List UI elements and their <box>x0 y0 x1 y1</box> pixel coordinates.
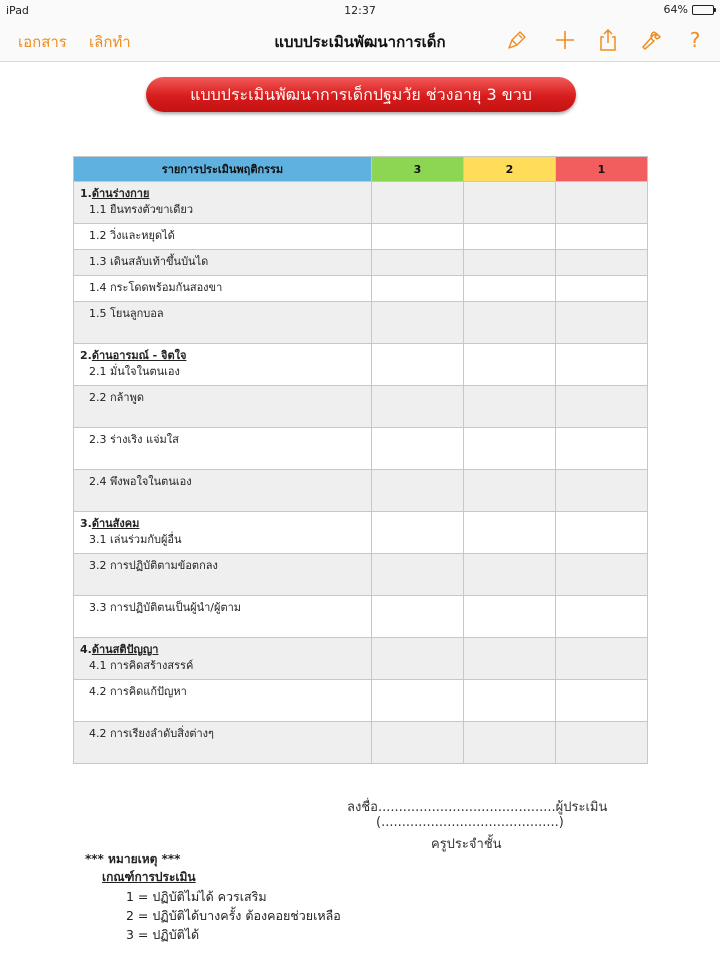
category-label: ด้านสังคม <box>91 517 140 530</box>
score-1-cell[interactable] <box>556 428 648 470</box>
share-icon[interactable] <box>595 27 621 53</box>
table-row <box>74 638 648 680</box>
table-row <box>74 344 648 386</box>
behavior-cell <box>74 638 372 680</box>
score-3-cell[interactable] <box>372 596 464 638</box>
table-row <box>74 224 648 250</box>
score-2-cell[interactable] <box>464 386 556 428</box>
device-name: iPad <box>6 4 29 17</box>
score-1-cell[interactable] <box>556 554 648 596</box>
score-2-cell[interactable] <box>464 182 556 224</box>
score-2-cell[interactable] <box>464 224 556 250</box>
behavior-cell <box>74 344 372 386</box>
behavior-item-label: 2.1 มั่นใจในตนเอง <box>89 365 180 378</box>
header-score-1: 1 <box>556 157 648 182</box>
behavior-cell <box>74 680 372 722</box>
behavior-item-label: 1.5 โยนลูกบอล <box>89 307 164 320</box>
score-1-cell[interactable] <box>556 302 648 344</box>
behavior-cell <box>74 596 372 638</box>
behavior-item-label: 1.3 เดินสลับเท้าขึ้นบันได <box>89 255 209 268</box>
documents-button[interactable]: เอกสาร <box>18 33 67 51</box>
score-2-cell[interactable] <box>464 554 556 596</box>
score-2-cell[interactable] <box>464 276 556 302</box>
score-3-cell[interactable] <box>372 638 464 680</box>
score-2-cell[interactable] <box>464 722 556 764</box>
category-number: 1. <box>80 187 92 200</box>
behavior-item-label: 4.2 การเรียงลำดับสิ่งต่างๆ <box>89 727 214 740</box>
score-1-cell[interactable] <box>556 250 648 276</box>
criteria-title: เกณฑ์การประเมิน <box>102 870 196 884</box>
score-2-cell[interactable] <box>464 470 556 512</box>
document-title: แบบประเมินพัฒนาการเด็ก <box>274 33 446 51</box>
score-3-cell[interactable] <box>372 250 464 276</box>
criteria-item: 2 = ปฏิบัติได้บางครั้ง ต้องคอยช่วยเหลือ <box>126 908 341 923</box>
table-row <box>74 680 648 722</box>
battery-percent: 64% <box>663 3 688 16</box>
score-1-cell[interactable] <box>556 638 648 680</box>
score-3-cell[interactable] <box>372 182 464 224</box>
score-1-cell[interactable] <box>556 680 648 722</box>
score-1-cell[interactable] <box>556 276 648 302</box>
header-behavior: รายการประเมินพฤติกรรม <box>74 157 372 182</box>
score-1-cell[interactable] <box>556 386 648 428</box>
behavior-cell <box>74 722 372 764</box>
category-label: ด้านอารมณ์ - จิตใจ <box>91 349 187 362</box>
score-2-cell[interactable] <box>464 638 556 680</box>
behavior-cell <box>74 250 372 276</box>
behavior-cell <box>74 224 372 250</box>
behavior-cell <box>74 386 372 428</box>
behavior-cell <box>74 470 372 512</box>
category-number: 3. <box>80 517 92 530</box>
score-3-cell[interactable] <box>372 344 464 386</box>
score-3-cell[interactable] <box>372 470 464 512</box>
score-2-cell[interactable] <box>464 596 556 638</box>
nav-bar <box>0 20 720 62</box>
wrench-icon[interactable] <box>639 27 665 53</box>
score-3-cell[interactable] <box>372 302 464 344</box>
behavior-item-label: 3.2 การปฏิบัติตามข้อตกลง <box>89 559 218 572</box>
table-row <box>74 554 648 596</box>
criteria-item: 3 = ปฏิบัติได้ <box>126 927 200 942</box>
behavior-item-label: 2.3 ร่างเริง แจ่มใส <box>89 433 179 446</box>
score-2-cell[interactable] <box>464 428 556 470</box>
score-3-cell[interactable] <box>372 722 464 764</box>
table-row <box>74 470 648 512</box>
category-label: ด้านร่างกาย <box>91 187 150 200</box>
table-header-row <box>74 157 648 182</box>
category-label: ด้านสติปัญญา <box>91 643 159 656</box>
category-number: 2. <box>80 349 92 362</box>
score-1-cell[interactable] <box>556 512 648 554</box>
table-row <box>74 250 648 276</box>
table-row <box>74 386 648 428</box>
signature-role: ครูประจำชั้น <box>431 837 502 852</box>
header-score-2: 2 <box>464 157 556 182</box>
score-2-cell[interactable] <box>464 512 556 554</box>
form-title-banner: แบบประเมินพัฒนาการเด็กปฐมวัย ช่วงอายุ 3 ขวบ <box>146 77 576 112</box>
criteria-item: 1 = ปฏิบัติไม่ได้ ควรเสริม <box>126 889 267 904</box>
behavior-item-label: 2.4 พึงพอใจในตนเอง <box>89 475 192 488</box>
score-3-cell[interactable] <box>372 224 464 250</box>
battery-status <box>664 3 714 16</box>
behavior-cell <box>74 276 372 302</box>
behavior-item-label: 1.1 ยืนทรงตัวขาเดียว <box>89 203 194 216</box>
score-1-cell[interactable] <box>556 596 648 638</box>
score-3-cell[interactable] <box>372 428 464 470</box>
assessment-table <box>73 156 648 764</box>
battery-icon <box>692 5 714 15</box>
behavior-item-label: 3.1 เล่นร่วมกับผู้อื่น <box>89 533 182 546</box>
table-row <box>74 512 648 554</box>
score-1-cell[interactable] <box>556 224 648 250</box>
behavior-item-label: 3.3 การปฏิบัติตนเป็นผู้นำ/ผู้ตาม <box>89 601 242 614</box>
status-bar <box>0 0 720 20</box>
score-3-cell[interactable] <box>372 680 464 722</box>
score-2-cell[interactable] <box>464 302 556 344</box>
score-1-cell[interactable] <box>556 470 648 512</box>
category-heading <box>80 187 149 200</box>
table-row <box>74 722 648 764</box>
signature-line: ลงชื่อ...........................................ผู้ประเมิน <box>347 800 608 815</box>
score-3-cell[interactable] <box>372 276 464 302</box>
category-heading <box>80 517 139 530</box>
category-heading <box>80 349 186 362</box>
score-2-cell[interactable] <box>464 250 556 276</box>
behavior-item-label: 4.2 การคิดแก้ปัญหา <box>89 685 187 698</box>
clock: 12:37 <box>344 4 376 17</box>
behavior-item-label: 4.1 การคิดสร้างสรรค์ <box>89 659 194 672</box>
paintbrush-icon[interactable] <box>504 27 530 53</box>
behavior-cell <box>74 428 372 470</box>
behavior-cell <box>74 182 372 224</box>
table-row <box>74 596 648 638</box>
behavior-item-label: 1.2 วิ่งและหยุดได้ <box>89 229 175 242</box>
score-2-cell[interactable] <box>464 680 556 722</box>
score-3-cell[interactable] <box>372 512 464 554</box>
table-row <box>74 276 648 302</box>
behavior-cell <box>74 302 372 344</box>
score-3-cell[interactable] <box>372 386 464 428</box>
score-1-cell[interactable] <box>556 722 648 764</box>
signature-name-line: (...........................................) <box>376 815 564 830</box>
category-heading <box>80 643 158 656</box>
table-row <box>74 302 648 344</box>
undo-button[interactable]: เลิกทำ <box>89 33 131 51</box>
behavior-item-label: 2.2 กล้าพูด <box>89 391 144 404</box>
plus-icon[interactable] <box>552 27 578 53</box>
header-score-3: 3 <box>372 157 464 182</box>
table-row <box>74 182 648 224</box>
behavior-item-label: 1.4 กระโดดพร้อมกันสองขา <box>89 281 223 294</box>
score-1-cell[interactable] <box>556 344 648 386</box>
score-2-cell[interactable] <box>464 344 556 386</box>
behavior-cell <box>74 554 372 596</box>
table-row <box>74 428 648 470</box>
help-icon[interactable]: ? <box>689 28 701 52</box>
note-title: *** หมายเหตุ *** <box>85 852 181 866</box>
score-3-cell[interactable] <box>372 554 464 596</box>
score-1-cell[interactable] <box>556 182 648 224</box>
category-number: 4. <box>80 643 92 656</box>
behavior-cell <box>74 512 372 554</box>
